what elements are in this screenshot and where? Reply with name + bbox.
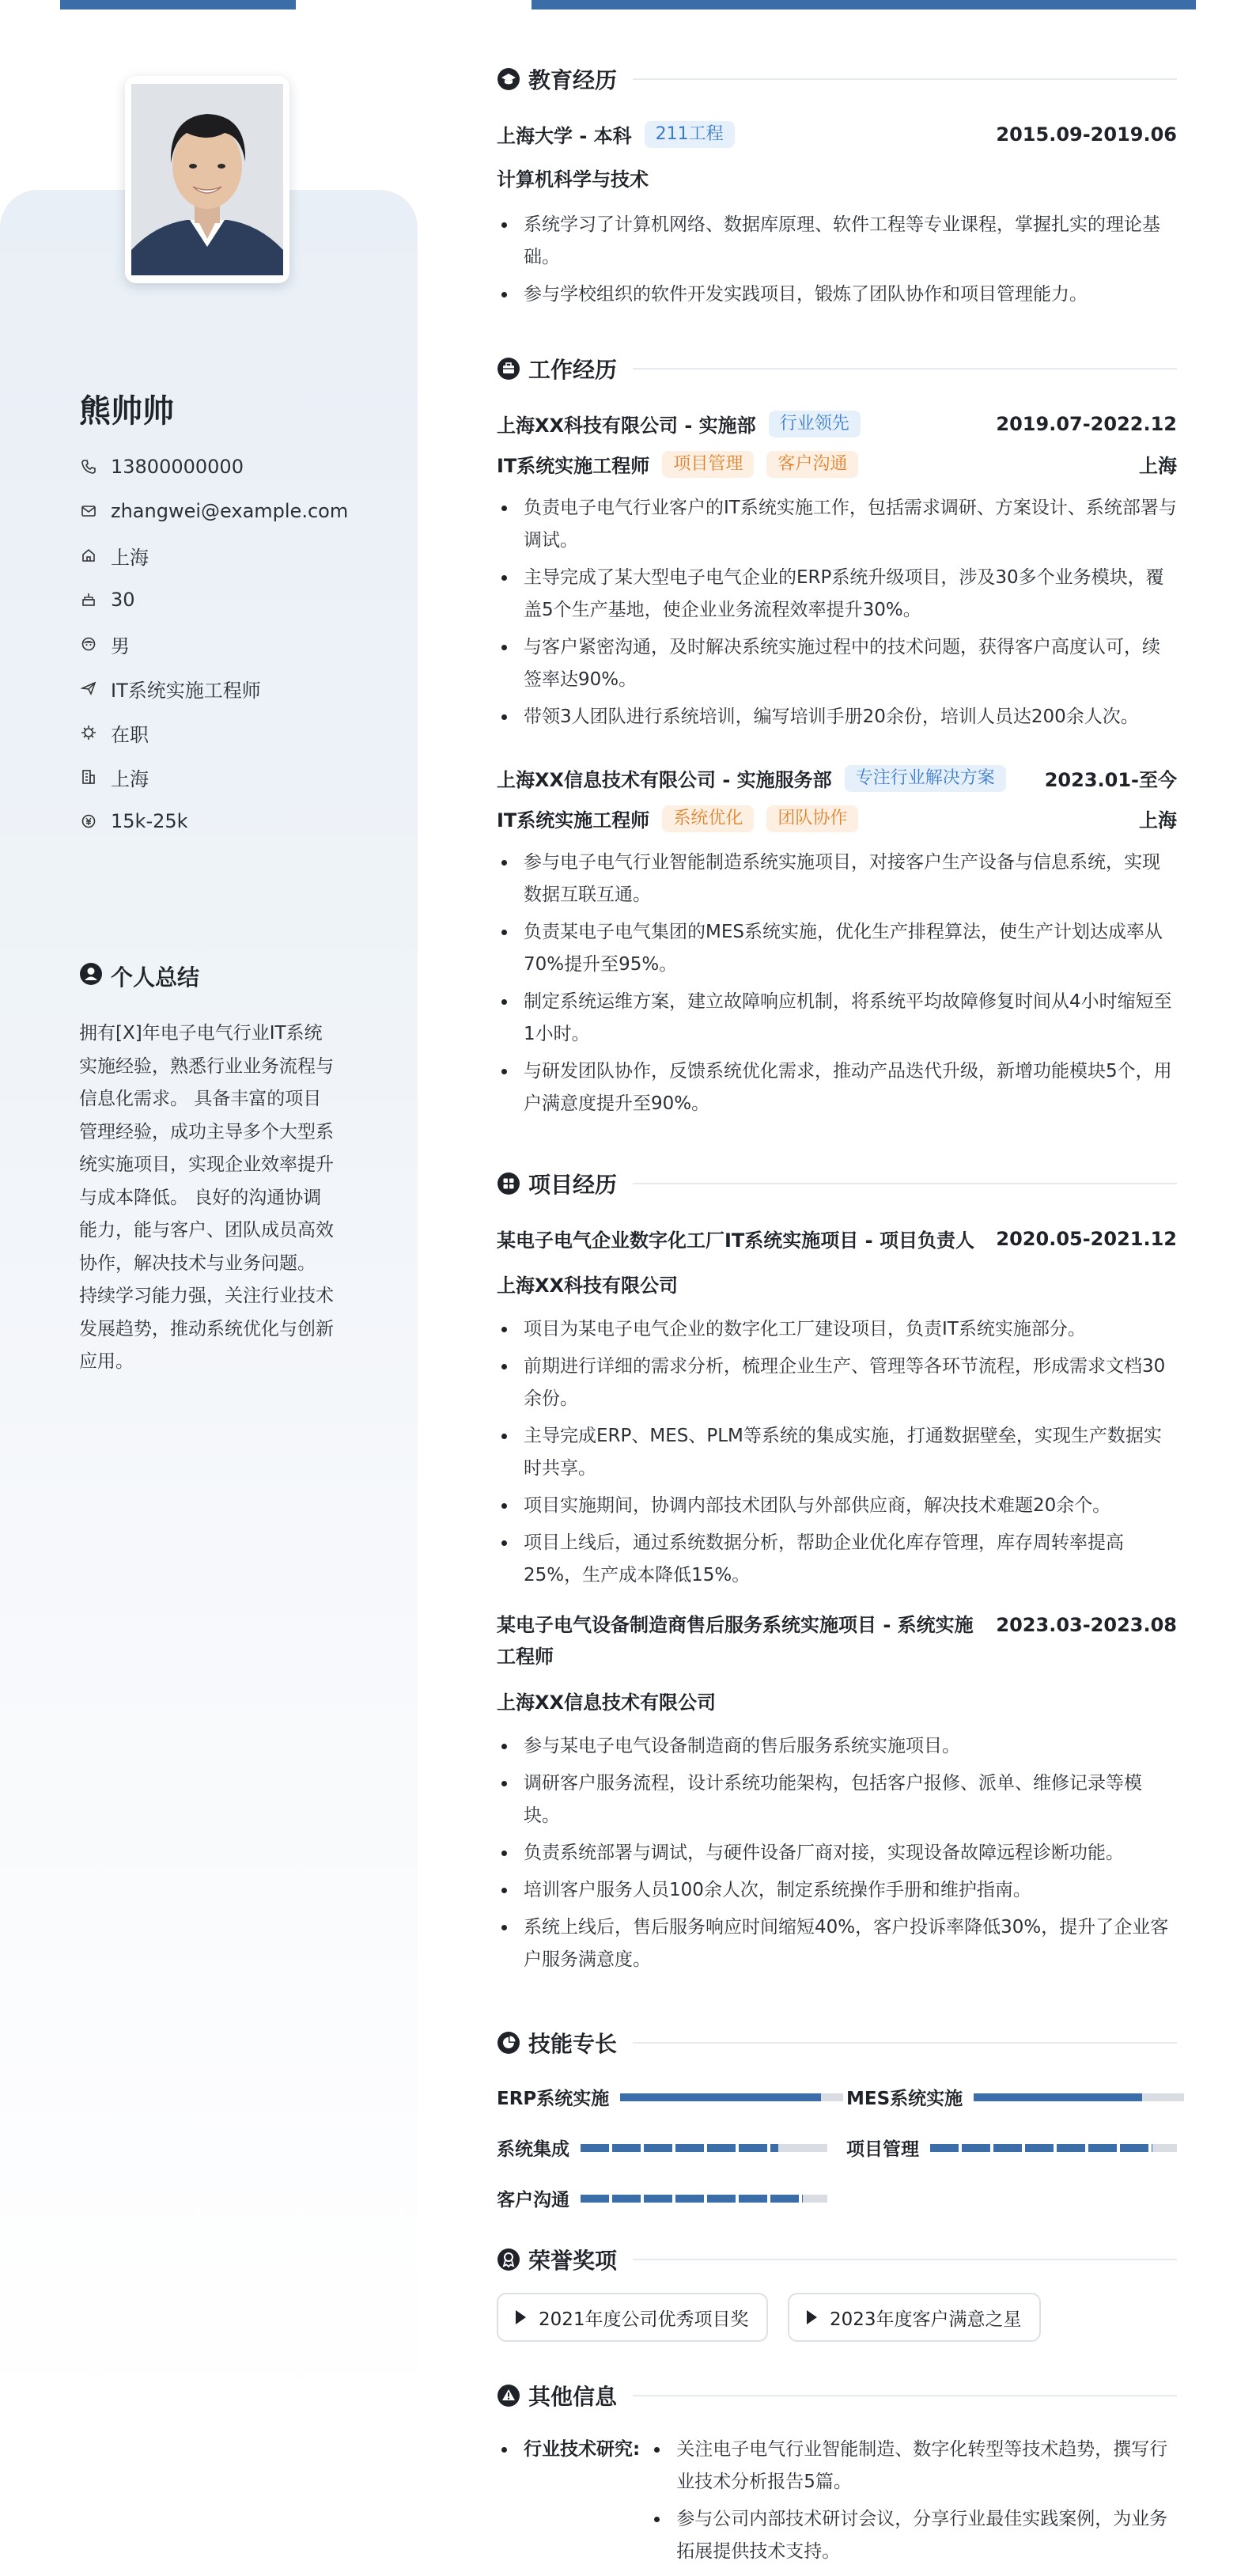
list-item: 调研客户服务流程，设计系统功能架构，包括客户报修、派单、维修记录等模块。 [497,1767,1177,1832]
list-item: 参与电子电气行业智能制造系统实施项目，对接客户生产设备与信息系统，实现数据互联互通。 [497,847,1177,911]
list-item: 带领3人团队进行系统培训，编写培训手册20余份，培训人员达200余人次。 [497,701,1177,733]
job-date: 2019.07-2022.12 [996,412,1177,435]
job-role-row [497,805,1177,832]
list-item: 培训客户服务人员100余人次，制定系统操作手册和维护指南。 [497,1874,1177,1907]
work-divider [633,368,1177,369]
list-item: 负责某电子电气集团的MES系统实施，优化生产排程算法，使生产计划达成率从70%提升至95%。 [497,916,1177,981]
position-text: IT系统实施工程师 [111,679,261,702]
skill-level-bar [581,2144,827,2152]
project-name: 某电子电气企业数字化工厂IT系统实施项目 - 项目负责人 [497,1229,974,1252]
status-text: 在职 [111,723,149,746]
skill-level-fill [581,2195,803,2203]
award-item [497,2293,768,2342]
hometown-text: 上海 [111,546,149,569]
status-row [79,710,411,755]
sidebar-top-accent-bar [60,0,296,9]
salary-text: 15k-25k [111,810,188,832]
education-title: 教育经历 [528,67,618,93]
job-tag: 行业领先 [769,411,861,438]
phone-icon [79,457,98,476]
list-item: 前期进行详细的需求分析，梳理企业生产、管理等各环节流程，形成需求文档30余份。 [497,1351,1177,1415]
other-entry [497,2434,1177,2573]
job-tag: 专注行业解决方案 [845,765,1006,792]
skill-name: 系统集成 [497,2139,569,2160]
briefcase-icon [497,357,520,381]
list-item: 参与学校组织的软件开发实践项目，锻炼了团队协作和项目管理能力。 [497,278,1177,311]
list-item: 系统学习了计算机网络、数据库原理、软件工程等专业课程，掌握扎实的理论基础。 [497,209,1177,274]
job-company: 上海XX信息技术有限公司 - 实施服务部 [497,769,832,791]
job-skill-tag: 客户沟通 [766,451,858,478]
gender-row [79,622,411,666]
job-header-row [497,764,1177,792]
home-icon [79,546,98,565]
cake-icon [79,590,98,609]
skill-name: ERP系统实施 [497,2089,610,2109]
skill-item [846,2084,1184,2110]
contact-info-list [79,445,411,843]
skills-divider [633,2042,1177,2044]
other-heading [497,2380,1177,2411]
work-heading [497,353,1177,385]
skill-item [497,2185,827,2211]
age-text: 30 [111,589,135,611]
gender-icon [79,635,98,653]
projects-heading [497,1168,1177,1199]
mail-icon [79,502,98,521]
job-role: IT系统实施工程师 [497,809,650,832]
job-location: 上海 [1139,455,1177,477]
bullet-dot [501,2447,507,2453]
phone-row [79,445,411,489]
skill-level-bar [620,2093,843,2101]
skill-level-bar [581,2195,827,2203]
project-company: 上海XX科技有限公司 [497,1275,679,1297]
other-label: 行业技术研究: [524,2439,641,2460]
job-date: 2023.01-至今 [1044,769,1177,791]
skill-level-bar [930,2144,1177,2152]
main-top-accent-bar [532,0,1196,9]
avatar [125,76,289,283]
candidate-name: 熊帅帅 [79,393,174,430]
other-label-item [497,2434,640,2573]
skills-heading [497,2027,1177,2059]
list-item: 主导完成ERP、MES、PLM等系统的集成实施，打通数据壁垒，实现生产数据实时共享。 [497,1420,1177,1485]
award-item [788,2293,1041,2342]
project-header-row [497,1225,1177,1252]
other-title: 其他信息 [528,2384,618,2410]
education-major: 计算机科学与技术 [497,169,649,191]
list-item: 系统上线后，售后服务响应时间缩短40%，客户投诉率降低30%，提升了企业客户服务满意度。 [497,1911,1177,1976]
job-skill-tag: 系统优化 [662,805,754,832]
list-item: 负责电子电气行业客户的IT系统实施工作，包括需求调研、方案设计、系统部署与调试。 [497,492,1177,557]
list-item: 与研发团队协作，反馈系统优化需求，推动产品迭代升级，新增功能模块5个，用户满意度提升至90%。 [497,1055,1177,1120]
status-icon [79,723,98,742]
email-text: zhangwei@example.com [111,500,349,522]
awards-heading [497,2244,1177,2275]
skills-title: 技能专长 [528,2031,618,2057]
city-text: 上海 [111,767,149,790]
list-item: 与客户紧密沟通，及时解决系统实施过程中的技术问题，获得客户高度认可，续签率达90%。 [497,631,1177,696]
hometown-row [79,533,411,578]
awards-title: 荣誉奖项 [528,2248,618,2274]
list-item: 主导完成了某大型电子电气企业的ERP系统升级项目，涉及30多个业务模块，覆盖5个生产基地，使企业业务流程效率提升30%。 [497,562,1177,627]
education-school: 上海大学 - 本科 [497,125,632,147]
play-icon [516,2310,526,2324]
job-skill-tag: 团队协作 [766,805,858,832]
skill-name: 项目管理 [846,2139,919,2160]
job-bullets [497,492,1177,733]
skill-name: MES系统实施 [846,2089,963,2109]
projects-title: 项目经历 [528,1172,618,1198]
education-header-row [497,120,1177,148]
project-name: 某电子电气设备制造商售后服务系统实施项目 - 系统实施工程师 [497,1614,974,1668]
education-bullets [497,209,1177,311]
projects-divider [633,1183,1177,1184]
avatar-photo [131,84,283,275]
skill-level-fill [974,2093,1142,2101]
list-item: 关注电子电气行业智能制造、数字化转型等技术趋势，撰写行业技术分析报告5篇。 [649,2434,1171,2498]
award-icon [497,2248,520,2271]
list-item: 项目实施期间，协调内部技术团队与外部供应商，解决技术难题20余个。 [497,1490,1177,1522]
list-item: 项目上线后，通过系统数据分析，帮助企业优化库存管理，库存周转率提高25%，生产成本降低15%。 [497,1527,1177,1592]
other-bullets [649,2434,1171,2573]
position-row [79,666,411,710]
graduation-cap-icon [497,67,520,91]
project-entry [497,1609,1177,1981]
salary-row [79,799,411,843]
email-row [79,489,411,533]
play-icon [807,2310,817,2324]
job-company: 上海XX科技有限公司 - 实施部 [497,415,756,437]
job-skill-tag: 项目管理 [662,451,754,478]
other-divider [633,2395,1177,2396]
project-bullets [497,1313,1177,1592]
building-icon [79,767,98,786]
summary-heading [79,960,199,992]
education-entry [497,120,1177,316]
grid-icon [497,1172,520,1195]
money-icon [79,812,98,831]
skill-level-fill [581,2144,778,2152]
work-entry [497,410,1177,738]
award-text: 2023年度客户满意之星 [830,2309,1022,2330]
user-icon [79,962,103,991]
send-icon [79,679,98,698]
project-date: 2023.03-2023.08 [996,1614,1177,1636]
project-header-row [497,1609,1177,1673]
education-heading [497,63,1177,95]
summary-title: 个人总结 [111,964,200,991]
project-entry [497,1225,1177,1597]
list-item: 负责系统部署与调试，与硬件设备厂商对接，实现设备故障远程诊断功能。 [497,1837,1177,1869]
phone-text: 13800000000 [111,456,244,478]
education-tag: 211工程 [645,121,735,148]
education-date: 2015.09-2019.06 [996,123,1177,146]
list-item: 制定系统运维方案，建立故障响应机制，将系统平均故障修复时间从4小时缩短至1小时。 [497,986,1177,1051]
list-item: 项目为某电子电气企业的数字化工厂建设项目，负责IT系统实施部分。 [497,1313,1177,1346]
triangle-alert-icon [497,2384,520,2407]
skill-level-bar [974,2093,1184,2101]
skill-level-fill [620,2093,821,2101]
work-entry [497,764,1177,1125]
gender-text: 男 [111,635,130,657]
project-date: 2020.05-2021.12 [996,1227,1177,1250]
education-divider [633,78,1177,80]
chart-pie-icon [497,2031,520,2055]
awards-divider [633,2259,1177,2260]
skill-item [497,2084,843,2110]
city-row [79,755,411,799]
skill-name: 客户沟通 [497,2190,569,2210]
skill-item [846,2135,1177,2161]
award-text: 2021年度公司优秀项目奖 [539,2309,749,2330]
work-title: 工作经历 [528,357,618,383]
job-location: 上海 [1139,809,1177,832]
skill-level-fill [930,2144,1152,2152]
job-bullets [497,847,1177,1120]
age-row [79,578,411,622]
project-bullets [497,1730,1177,1976]
list-item: 参与公司内部技术研讨会议，分享行业最佳实践案例，为业务拓展提供技术支持。 [649,2503,1171,2568]
skill-item [497,2135,827,2161]
summary-text: 拥有[X]年电子电气行业IT系统实施经验，熟悉行业业务流程与信息化需求。 具备丰富的项目管理经验，成功主导多个大型系统实施项目，实现企业效率提升与成本降低。 良好的沟通协调能力，能与客户、团队成员高效协作，解决技术与业务问题。 持续学习能力强，关注行业技术发展趋势，推动系统优化与创新应用。 [79,1023,334,1372]
job-role-row [497,450,1177,478]
job-role: IT系统实施工程师 [497,455,650,477]
job-header-row [497,410,1177,438]
list-item: 参与某电子电气设备制造商的售后服务系统实施项目。 [497,1730,1177,1763]
project-company: 上海XX信息技术有限公司 [497,1691,717,1714]
